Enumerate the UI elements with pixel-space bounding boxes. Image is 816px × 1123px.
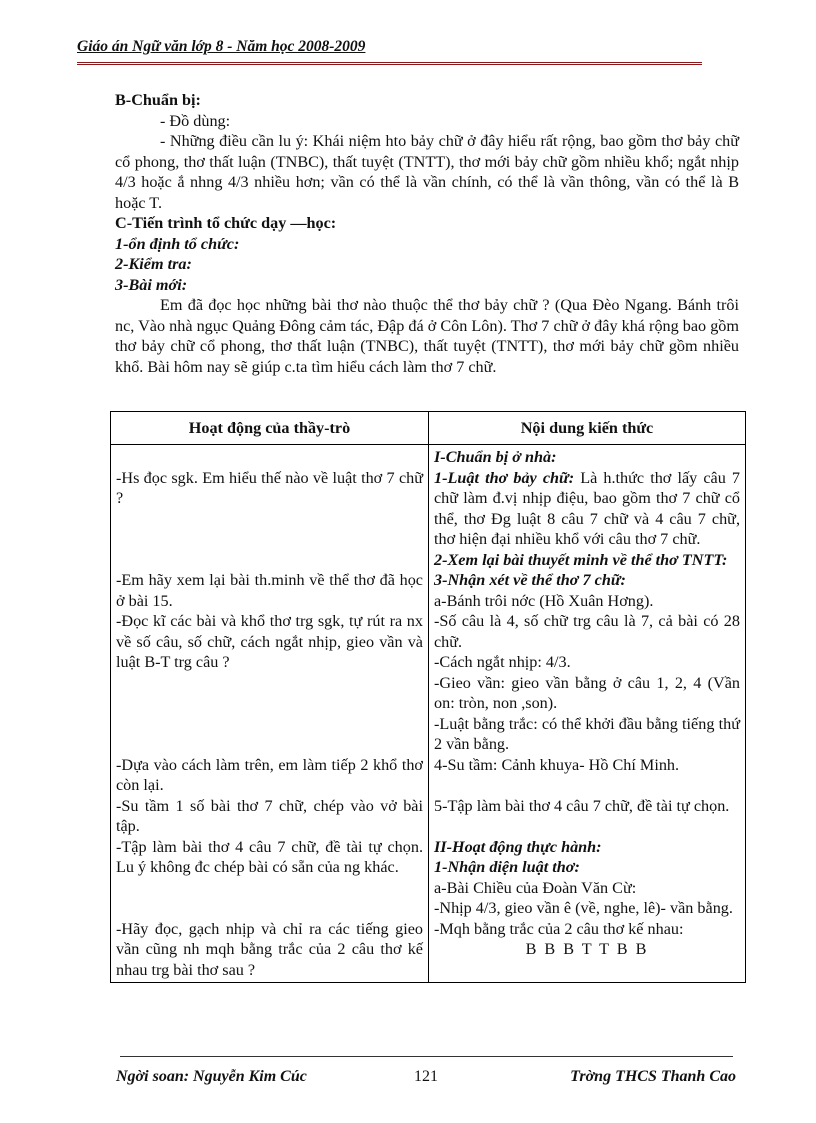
content-text: Là h.thức thơ lấy câu 7 chữ làm đ.vị nhịp điệu, bao gồm thơ 7 chữ cổ thể, thơ Đg luật 8 câu 7 chữ và 4 câu 7 chữ, thơ hiện đại nhiều khổ với câu thơ 7 chữ. (434, 468, 740, 548)
content-item (434, 468, 740, 550)
footer-school: Trờng THCS Thanh Cao (570, 1068, 736, 1085)
content-heading: II-Hoạt động thực hành: (434, 837, 602, 856)
content-heading: I-Chuẩn bị ở nhà: (434, 448, 557, 466)
activity-item: -Tập làm bài thơ 4 câu 7 chữ, đề tài tự chọn. Lu ý không đc chép bài có sẵn của ng khác. (116, 837, 423, 876)
content-item: a-Bánh trôi nớc (Hồ Xuân Hơng). (434, 591, 654, 610)
content-label: 1-Luật thơ bảy chữ: (434, 468, 575, 487)
step-3-heading: 3-Bài mới: (115, 275, 188, 294)
table-header-row (111, 412, 746, 445)
section-b-heading: B-Chuẩn bị: (115, 91, 201, 109)
page-number: 121 (414, 1068, 438, 1085)
activity-item: -Đọc kĩ các bài và khổ thơ trg sgk, tự rút ra nx về số câu, số chữ, cách ngắt nhịp, gieo vần và luật B-T trg câu ? (116, 612, 423, 671)
knowledge-content (429, 445, 746, 983)
content-item: -Số câu là 4, số chữ trg câu là 7, cả bài có 28 chữ. (434, 612, 740, 651)
section-b-item-1: - Đồ dùng: (160, 111, 231, 130)
content-item: 3-Nhận xét về thể thơ 7 chữ: (434, 571, 626, 589)
content-item: -Mqh bằng trắc của 2 câu thơ kế nhau: (434, 919, 684, 938)
footer-divider (120, 1056, 733, 1057)
activity-item: -Hãy đọc, gạch nhịp và chỉ ra các tiếng gieo vần cũng nh mqh bằng trắc của 2 câu thơ kế nhau trg bài thơ sau ? (116, 919, 423, 979)
content-item: a-Bài Chiều của Đoàn Văn Cừ: (434, 878, 637, 897)
tone-pattern: B B B T T B B (525, 940, 649, 958)
column-header-activities: Hoạt động của thầy-trò (111, 412, 429, 445)
content-item: 5-Tập làm bài thơ 4 câu 7 chữ, đề tài tự chọn. (434, 796, 730, 815)
section-b-item-2: - Những điều cần lu ý: Khái niệm hto bảy chữ ở đây hiểu rất rộng, bao gồm thơ bảy chữ cổ phong, thơ thất luận (TNBC), thất tuyệt (TNTT), thơ mới bảy chữ gồm nhiều khổ; ngắt nhịp 4/3 hoặc ắ nhng 4/3 nhiều hơn; vần có thể là vần chính, có thể là vần thông, vần có thể là B hoặc T. (115, 132, 739, 212)
activity-item: -Dựa vào cách làm trên, em làm tiếp 2 khổ thơ còn lại. (116, 755, 423, 794)
content-item: -Cách ngắt nhịp: 4/3. (434, 653, 571, 671)
activity-item: -Hs đọc sgk. Em hiểu thế nào về luật thơ 7 chữ ? (116, 468, 423, 507)
section-c-heading: C-Tiến trình tổ chức dạy —học: (115, 214, 337, 232)
activity-item: -Em hãy xem lại bài th.minh về thể thơ đã học ở bài 15. (116, 571, 423, 610)
page-footer (116, 1068, 736, 1090)
lesson-table (110, 411, 746, 983)
document-body (115, 90, 739, 377)
content-item: 2-Xem lại bài thuyết minh về thể thơ TNTT: (434, 550, 728, 569)
teacher-student-activities (111, 445, 429, 983)
page-header (77, 38, 702, 65)
footer-author: Ngời soan: Nguyễn Kim Cúc (116, 1068, 307, 1085)
table-row (111, 445, 746, 983)
content-item: -Luật bằng trắc: có thể khởi đầu bằng tiếng thứ 2 vần bằng. (434, 714, 740, 753)
content-item: 4-Su tầm: Cảnh khuya- Hồ Chí Minh. (434, 755, 680, 774)
content-item: -Nhịp 4/3, gieo vần ê (về, nghe, lê)- vần bằng. (434, 899, 733, 917)
header-title: Giáo án Ngữ văn lớp 8 - Năm học 2008-2009 (77, 38, 366, 55)
content-item: -Gieo vần: gieo vần bằng ở câu 1, 2, 4 (Vần on: tròn, non ,son). (434, 673, 740, 712)
lesson-intro: Em đã đọc học những bài thơ nào thuộc thể thơ bảy chữ ? (Qua Đèo Ngang. Bánh trôi nc, Vào nhà ngục Quảng Đông cảm tác, Đập đá ở Côn Lôn). Thơ 7 chữ ở đây khá rộng bao gồm thơ bảy chữ cổ phong, thơ thất luận (TNBC), thất tuyệt (TNTT), thơ mới bảy chữ gồm nhiều khổ. Bài hôm nay sẽ giúp c.ta tìm hiểu cách làm thơ 7 chữ. (115, 296, 739, 376)
activity-item: -Su tầm 1 số bài thơ 7 chữ, chép vào vở bài tập. (116, 796, 423, 835)
step-1-heading: 1-ổn định tổ chức: (115, 234, 240, 253)
column-header-content: Nội dung kiến thức (429, 412, 746, 445)
step-2-heading: 2-Kiểm tra: (115, 255, 192, 273)
content-item: 1-Nhận diện luật thơ: (434, 858, 580, 876)
